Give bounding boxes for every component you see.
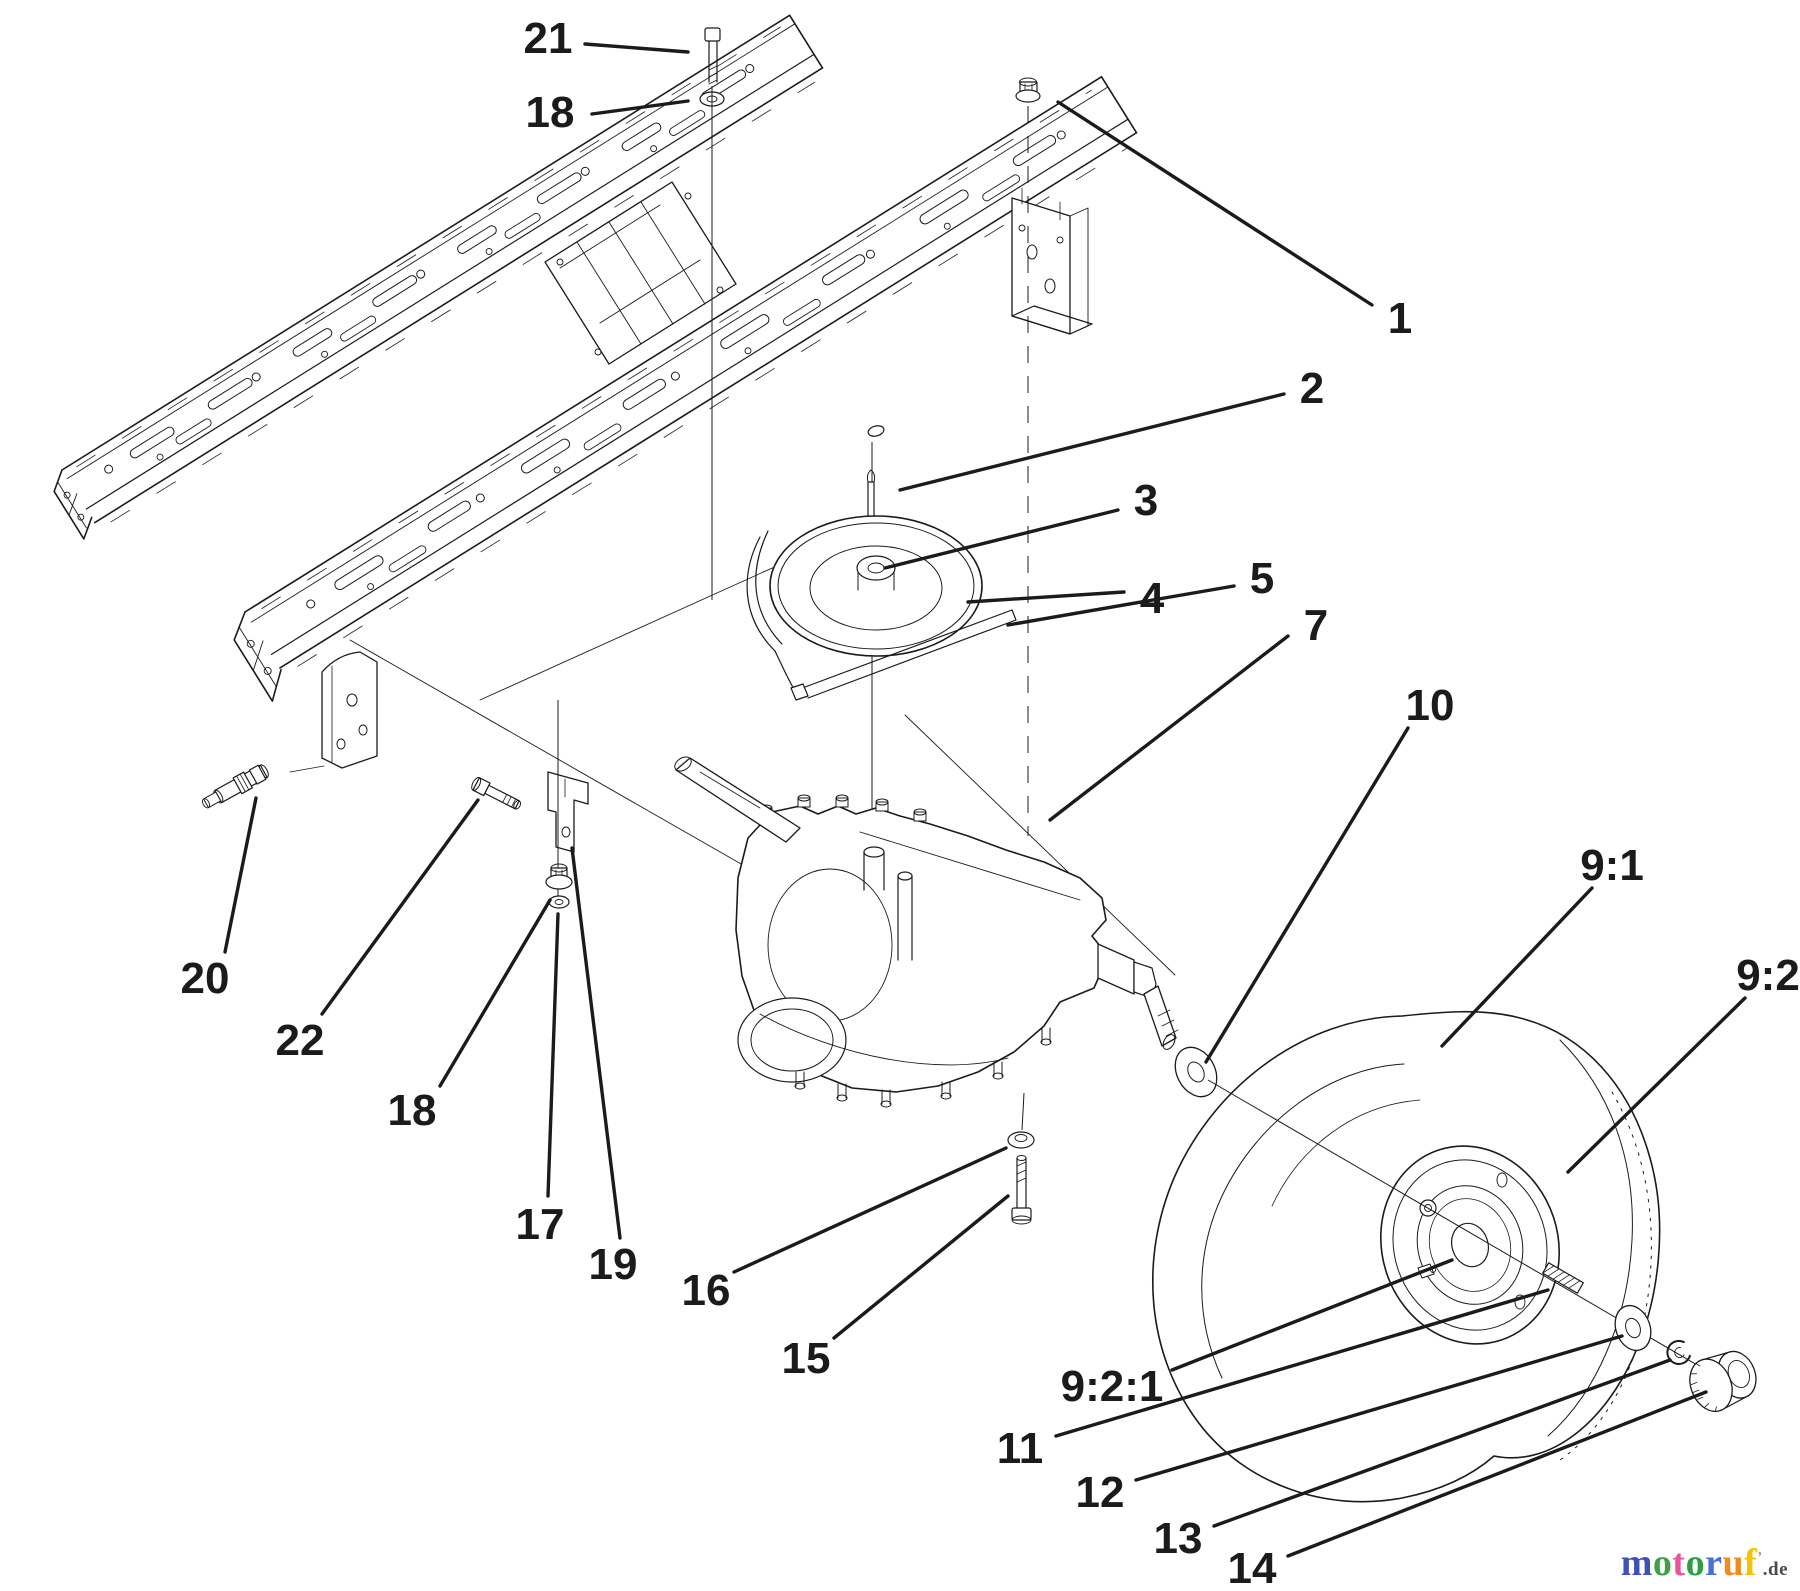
- callout-22: 22: [275, 1016, 325, 1065]
- hex-bolt-top: [705, 28, 720, 84]
- callout-18b: 18: [387, 1086, 437, 1135]
- logo-trademark: ’: [1757, 1549, 1763, 1566]
- logo-suffix: .de: [1762, 1559, 1788, 1580]
- callout-7: 7: [1303, 601, 1329, 650]
- flange-locknut: [546, 864, 572, 889]
- callout-16: 16: [681, 1266, 731, 1315]
- frame-plane-line-2: [480, 560, 790, 700]
- leader-22: [322, 800, 478, 1014]
- leader-4: [968, 592, 1124, 602]
- carriage-bolt: [470, 776, 523, 812]
- ferrule-rod: [199, 762, 271, 813]
- frame-cross-member: [545, 182, 736, 364]
- callout-9-2: 9:2: [1736, 951, 1800, 1000]
- callout-13: 13: [1153, 1514, 1203, 1563]
- thrust-washer: [1167, 1040, 1225, 1104]
- pivot-plate: [290, 652, 377, 772]
- support-bracket: [548, 772, 588, 852]
- centerline-mount-lower: [1022, 1093, 1024, 1130]
- logo-letter: u: [1722, 1542, 1745, 1584]
- hub-cap: [1682, 1343, 1763, 1418]
- transaxle: [736, 795, 1108, 1107]
- hex-nut-top: [1016, 78, 1040, 102]
- leader-10: [1206, 728, 1408, 1062]
- leader-18b: [440, 900, 550, 1086]
- washer-lower: [549, 896, 569, 908]
- leader-18a: [592, 101, 688, 114]
- callout-11: 11: [996, 1424, 1044, 1473]
- leader-7: [1050, 636, 1288, 820]
- callout-2: 2: [1299, 364, 1325, 413]
- idler-pulley: [770, 516, 982, 656]
- logo-letter: o: [1685, 1542, 1706, 1584]
- callout-1: 1: [1387, 294, 1413, 343]
- callout-4: 4: [1139, 574, 1165, 623]
- logo-letter: o: [1652, 1542, 1673, 1584]
- callout-20: 20: [180, 954, 230, 1003]
- axle-shaft: [1098, 944, 1178, 1051]
- input-shaft: [672, 754, 800, 842]
- callout-17: 17: [515, 1200, 565, 1249]
- leader-17: [548, 914, 558, 1196]
- callout-12: 12: [1075, 1468, 1125, 1517]
- hairpin-clip: [867, 424, 885, 438]
- leader-20: [225, 798, 256, 952]
- cotter-pin: [867, 470, 874, 520]
- callout-3: 3: [1133, 476, 1159, 525]
- logo-letter: t: [1672, 1542, 1686, 1584]
- callout-14: 14: [1227, 1544, 1277, 1591]
- leader-2: [900, 394, 1284, 490]
- leader-19: [572, 848, 620, 1238]
- callout-21: 21: [523, 14, 573, 63]
- leader-15: [834, 1196, 1008, 1338]
- callout-18a: 18: [525, 88, 575, 137]
- callout-9-2-1: 9:2:1: [1060, 1362, 1164, 1411]
- logo-letter: r: [1705, 1542, 1723, 1584]
- hex-bolt-lower: [1012, 1156, 1031, 1225]
- callout-19: 19: [588, 1240, 638, 1289]
- logo-letter: m: [1620, 1542, 1653, 1584]
- callout-9-1: 9:1: [1580, 841, 1644, 890]
- leader-16: [734, 1148, 1006, 1272]
- logo-letter: f: [1744, 1542, 1758, 1584]
- brand-logo: [1621, 1541, 1788, 1585]
- callout-5: 5: [1249, 554, 1275, 603]
- frame-rail-lower: [225, 77, 1150, 701]
- leader-21: [585, 44, 688, 52]
- callout-15: 15: [781, 1334, 831, 1383]
- flange-nut-lower: [1008, 1132, 1034, 1148]
- leader-1: [1058, 102, 1372, 305]
- callout-10: 10: [1405, 681, 1455, 730]
- frame-bracket: [1012, 188, 1092, 334]
- e-ring: [1664, 1339, 1691, 1368]
